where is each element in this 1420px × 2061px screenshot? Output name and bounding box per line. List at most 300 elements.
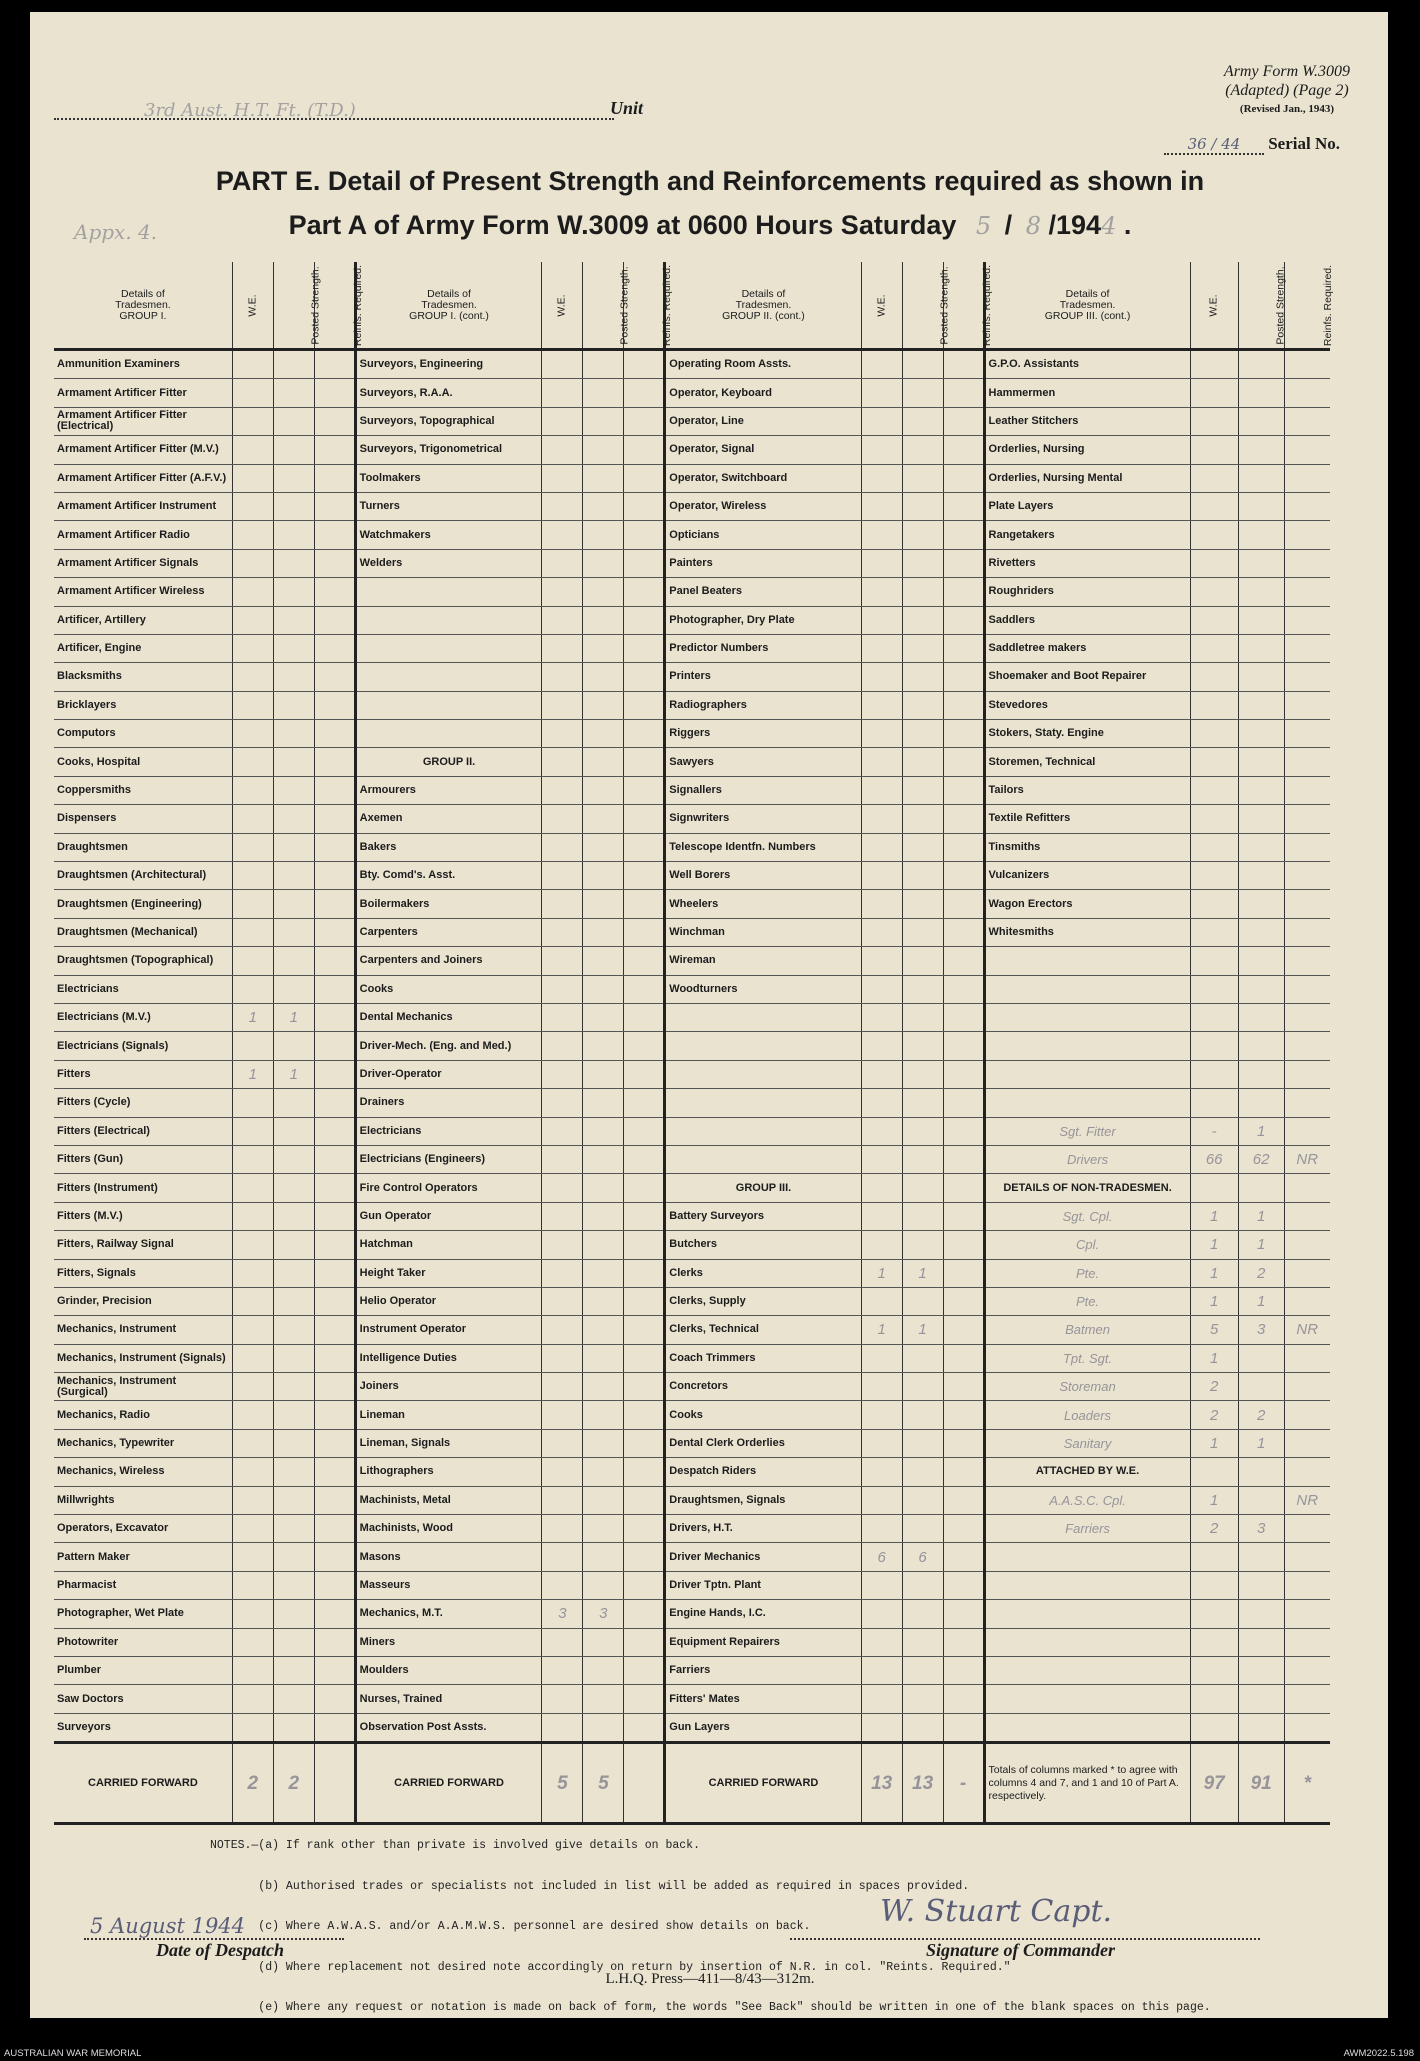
count-cell — [232, 578, 273, 606]
count-cell — [624, 1600, 665, 1628]
trade-name: Draughtsmen (Architectural) — [54, 862, 232, 890]
count-cell — [902, 1515, 943, 1543]
count-cell — [624, 748, 665, 776]
trade-name: Wheelers — [665, 890, 861, 918]
count-cell — [273, 947, 314, 975]
count-cell — [943, 1259, 984, 1287]
table-row — [54, 1117, 1330, 1145]
count-cell — [902, 947, 943, 975]
table-row — [54, 1202, 1330, 1230]
count-cell — [542, 1316, 583, 1344]
count-cell — [624, 578, 665, 606]
count-cell — [1284, 1117, 1330, 1145]
count-cell — [232, 1231, 273, 1259]
trade-name: Engine Hands, I.C. — [665, 1600, 861, 1628]
count-cell — [542, 918, 583, 946]
count-cell — [1190, 975, 1238, 1003]
count-cell — [542, 720, 583, 748]
date-month: 8 — [1025, 212, 1041, 240]
table-row — [54, 634, 1330, 662]
count-cell — [624, 379, 665, 407]
trade-name: Surveyors, Topographical — [355, 407, 542, 435]
trade-name: Lineman, Signals — [355, 1429, 542, 1457]
count-cell — [232, 1571, 273, 1599]
count-cell — [232, 1316, 273, 1344]
count-cell — [232, 1515, 273, 1543]
count-cell — [1238, 663, 1284, 691]
count-cell — [902, 634, 943, 662]
count-cell — [314, 634, 355, 662]
trade-name: Armament Artificer Fitter (A.F.V.) — [54, 464, 232, 492]
count-cell — [583, 890, 624, 918]
count-cell — [624, 1316, 665, 1344]
count-cell — [314, 1429, 355, 1457]
count-cell — [902, 1571, 943, 1599]
count-cell — [943, 890, 984, 918]
count-cell — [861, 578, 902, 606]
count-cell — [583, 805, 624, 833]
count-cell — [1284, 1543, 1330, 1571]
table-row — [54, 1231, 1330, 1259]
count-cell — [314, 1259, 355, 1287]
count-cell — [273, 1373, 314, 1401]
count-cell: 1 — [1190, 1231, 1238, 1259]
count-cell — [1284, 464, 1330, 492]
trade-name: Intelligence Duties — [355, 1344, 542, 1372]
count-cell — [314, 918, 355, 946]
count-cell — [273, 1656, 314, 1684]
trade-name: Mechanics, Radio — [54, 1401, 232, 1429]
count-cell — [861, 663, 902, 691]
trade-name: Whitesmiths — [984, 918, 1190, 946]
count-cell — [232, 1543, 273, 1571]
count-cell — [314, 1287, 355, 1315]
trade-name: Cooks, Hospital — [54, 748, 232, 776]
count-cell — [943, 1316, 984, 1344]
table-row — [54, 549, 1330, 577]
subheader-label: Reinfs. Required. — [351, 264, 364, 346]
subheader-label: Reinfs. Required. — [1321, 264, 1334, 346]
trade-name: Bty. Comd's. Asst. — [355, 862, 542, 890]
trade-name — [984, 975, 1190, 1003]
count-cell — [583, 350, 624, 379]
count-cell — [583, 1429, 624, 1457]
trade-name: Fire Control Operators — [355, 1174, 542, 1202]
trade-name — [984, 1600, 1190, 1628]
count-cell: 66 — [1190, 1145, 1238, 1173]
signature-label: Signature of Commander — [926, 1940, 1116, 1960]
trade-name: Carpenters — [355, 918, 542, 946]
count-cell — [583, 492, 624, 520]
count-cell — [232, 1202, 273, 1230]
trade-name — [984, 947, 1190, 975]
trade-name: A.A.S.C. Cpl. — [984, 1486, 1190, 1514]
subheader-label: W.E. — [1207, 293, 1220, 317]
trade-name — [984, 1571, 1190, 1599]
trade-name: Saddlers — [984, 606, 1190, 634]
count-cell: 3 — [583, 1600, 624, 1628]
count-cell — [943, 606, 984, 634]
count-cell — [583, 1571, 624, 1599]
count-cell — [542, 1089, 583, 1117]
count-cell — [624, 1429, 665, 1457]
table-row — [54, 1429, 1330, 1457]
count-cell — [273, 1344, 314, 1372]
trade-name: Clerks, Technical — [665, 1316, 861, 1344]
carried-forward-count: 5 — [583, 1743, 624, 1824]
count-cell — [1190, 606, 1238, 634]
group-header-2: Details of Tradesmen. GROUP I. (cont.) — [355, 262, 542, 350]
count-cell — [1284, 1344, 1330, 1372]
trade-name: Hatchman — [355, 1231, 542, 1259]
count-cell — [1190, 833, 1238, 861]
count-cell — [1190, 1713, 1238, 1742]
count-cell — [232, 606, 273, 634]
trade-name: Fitters' Mates — [665, 1685, 861, 1713]
count-cell: 3 — [1238, 1515, 1284, 1543]
count-cell — [583, 606, 624, 634]
date-day: 5 — [975, 212, 992, 240]
trade-name: Electricians — [355, 1117, 542, 1145]
trade-name: Sawyers — [665, 748, 861, 776]
count-cell: 1 — [232, 1060, 273, 1088]
count-cell — [542, 1231, 583, 1259]
count-cell — [1238, 606, 1284, 634]
table-row — [54, 975, 1330, 1003]
count-cell — [273, 1145, 314, 1173]
count-cell — [943, 1089, 984, 1117]
count-cell — [1238, 1685, 1284, 1713]
count-cell — [861, 1145, 902, 1173]
count-cell — [943, 407, 984, 435]
trade-name: Millwrights — [54, 1486, 232, 1514]
count-cell — [1238, 1486, 1284, 1514]
table-row — [54, 691, 1330, 719]
count-cell — [624, 833, 665, 861]
count-cell — [902, 975, 943, 1003]
count-cell — [232, 720, 273, 748]
trade-name: Panel Beaters — [665, 578, 861, 606]
count-cell — [1190, 947, 1238, 975]
count-cell — [583, 947, 624, 975]
count-cell — [1190, 634, 1238, 662]
count-cell — [861, 1174, 902, 1202]
count-cell — [902, 862, 943, 890]
trade-name: Draughtsmen, Signals — [665, 1486, 861, 1514]
count-cell — [1284, 1003, 1330, 1031]
table-row — [54, 492, 1330, 520]
note-b: (b) Authorised trades or specialists not included in list will be added as required in spaces provided. — [210, 1879, 970, 1893]
trade-name: Printers — [665, 663, 861, 691]
trade-name: Gun Operator — [355, 1202, 542, 1230]
count-cell — [1284, 1600, 1330, 1628]
trade-name: Dispensers — [54, 805, 232, 833]
count-cell: 3 — [542, 1600, 583, 1628]
count-cell — [583, 720, 624, 748]
trade-name: Masseurs — [355, 1571, 542, 1599]
trade-name: Nurses, Trained — [355, 1685, 542, 1713]
carried-forward-count: * — [1284, 1743, 1330, 1824]
subheader-label: Posted Strength. — [938, 265, 951, 345]
count-cell — [1238, 1458, 1284, 1486]
count-cell — [232, 1344, 273, 1372]
table-row — [54, 1486, 1330, 1514]
count-cell — [314, 1515, 355, 1543]
count-cell: NR — [1284, 1145, 1330, 1173]
count-cell — [542, 1429, 583, 1457]
count-cell — [1284, 578, 1330, 606]
trade-name — [665, 1117, 861, 1145]
count-cell — [1284, 862, 1330, 890]
trade-name: Lineman — [355, 1401, 542, 1429]
count-cell — [273, 1685, 314, 1713]
trade-name: Grinder, Precision — [54, 1287, 232, 1315]
count-cell — [1238, 436, 1284, 464]
count-cell: 1 — [1190, 1259, 1238, 1287]
count-cell: 1 — [902, 1259, 943, 1287]
count-cell — [1284, 720, 1330, 748]
count-cell — [273, 634, 314, 662]
trade-name: Sgt. Cpl. — [984, 1202, 1190, 1230]
form-adapted: (Adapted) (Page 2) — [1225, 82, 1349, 99]
count-cell — [943, 1571, 984, 1599]
count-cell — [542, 1287, 583, 1315]
count-cell — [943, 776, 984, 804]
count-cell — [861, 1486, 902, 1514]
count-cell — [583, 1401, 624, 1429]
archive-right: AWM2022.5.198 — [1343, 2048, 1414, 2059]
count-cell — [1190, 776, 1238, 804]
count-cell — [624, 1515, 665, 1543]
press-line: L.H.Q. Press—411—8/43—312m. — [605, 1971, 815, 1987]
count-cell — [583, 1117, 624, 1145]
count-cell — [1238, 578, 1284, 606]
trade-name: Armourers — [355, 776, 542, 804]
count-cell — [943, 720, 984, 748]
trade-name: Stokers, Staty. Engine — [984, 720, 1190, 748]
count-cell — [861, 1231, 902, 1259]
count-cell: 1 — [1238, 1202, 1284, 1230]
trade-name: Electricians — [54, 975, 232, 1003]
count-cell — [861, 975, 902, 1003]
subheader-1-2 — [273, 262, 322, 350]
count-cell — [861, 1600, 902, 1628]
count-cell — [273, 691, 314, 719]
trade-name: Tailors — [984, 776, 1190, 804]
count-cell — [542, 975, 583, 1003]
count-cell — [1190, 720, 1238, 748]
count-cell — [861, 1429, 902, 1457]
count-cell — [1190, 1571, 1238, 1599]
count-cell — [902, 776, 943, 804]
table-row — [54, 805, 1330, 833]
count-cell — [943, 1600, 984, 1628]
table-row — [54, 1628, 1330, 1656]
count-cell: 1 — [861, 1316, 902, 1344]
count-cell — [583, 1259, 624, 1287]
trade-name: Operator, Switchboard — [665, 464, 861, 492]
trade-name: Pattern Maker — [54, 1543, 232, 1571]
count-cell — [1238, 691, 1284, 719]
count-cell — [273, 1202, 314, 1230]
count-cell — [624, 436, 665, 464]
trade-name: Draughtsmen — [54, 833, 232, 861]
trade-name: Painters — [665, 549, 861, 577]
archive-left: AUSTRALIAN WAR MEMORIAL — [4, 2048, 142, 2059]
count-cell — [314, 1600, 355, 1628]
count-cell — [943, 1486, 984, 1514]
count-cell — [583, 1515, 624, 1543]
subheader-label: Reinfs. Required. — [661, 264, 674, 346]
carried-forward-count: 97 — [1190, 1743, 1238, 1824]
count-cell — [1284, 634, 1330, 662]
count-cell — [1190, 1003, 1238, 1031]
trade-name: Signwriters — [665, 805, 861, 833]
count-cell — [314, 350, 355, 379]
count-cell — [861, 862, 902, 890]
count-cell — [1190, 379, 1238, 407]
count-cell — [902, 1401, 943, 1429]
count-cell — [943, 1174, 984, 1202]
table-row — [54, 1713, 1330, 1742]
trade-name: Tpt. Sgt. — [984, 1344, 1190, 1372]
trade-name — [984, 1089, 1190, 1117]
table-row — [54, 1685, 1330, 1713]
count-cell — [1190, 918, 1238, 946]
count-cell — [583, 1685, 624, 1713]
count-cell — [542, 1032, 583, 1060]
count-cell — [314, 1202, 355, 1230]
count-cell — [314, 1486, 355, 1514]
subheader-label: W.E. — [555, 293, 568, 317]
count-cell — [583, 1060, 624, 1088]
count-cell — [861, 1401, 902, 1429]
trade-name: Lithographers — [355, 1458, 542, 1486]
trade-name: Signallers — [665, 776, 861, 804]
count-cell — [861, 1571, 902, 1599]
count-cell — [583, 1458, 624, 1486]
count-cell — [943, 1060, 984, 1088]
count-cell — [232, 1600, 273, 1628]
count-cell — [861, 464, 902, 492]
count-cell — [1190, 549, 1238, 577]
trade-name: Artificer, Engine — [54, 634, 232, 662]
count-cell — [943, 1401, 984, 1429]
count-cell — [273, 521, 314, 549]
count-cell — [902, 1117, 943, 1145]
count-cell — [943, 1515, 984, 1543]
count-cell — [1190, 1600, 1238, 1628]
count-cell — [1190, 805, 1238, 833]
count-cell — [314, 1543, 355, 1571]
count-cell — [943, 1713, 984, 1742]
count-cell — [624, 350, 665, 379]
count-cell — [943, 1458, 984, 1486]
trade-name: Leather Stitchers — [984, 407, 1190, 435]
count-cell — [1190, 1458, 1238, 1486]
count-cell — [624, 1685, 665, 1713]
count-cell — [542, 748, 583, 776]
count-cell — [314, 1231, 355, 1259]
count-cell — [1238, 1656, 1284, 1684]
count-cell — [1284, 663, 1330, 691]
count-cell — [583, 833, 624, 861]
count-cell — [583, 379, 624, 407]
trade-name: Fitters (Instrument) — [54, 1174, 232, 1202]
count-cell — [943, 436, 984, 464]
count-cell: 2 — [1238, 1401, 1284, 1429]
trade-name: Height Taker — [355, 1259, 542, 1287]
date-period: . — [1123, 210, 1132, 240]
count-cell — [314, 833, 355, 861]
count-cell — [1190, 521, 1238, 549]
carried-forward-count: 2 — [232, 1743, 273, 1824]
count-cell — [624, 862, 665, 890]
count-cell — [232, 918, 273, 946]
count-cell — [583, 1145, 624, 1173]
count-cell — [861, 748, 902, 776]
count-cell — [902, 549, 943, 577]
count-cell — [943, 1003, 984, 1031]
trade-name: Well Borers — [665, 862, 861, 890]
table-row — [54, 890, 1330, 918]
count-cell — [273, 1486, 314, 1514]
trade-name: Photowriter — [54, 1628, 232, 1656]
count-cell — [314, 1174, 355, 1202]
trade-name: Shoemaker and Boot Repairer — [984, 663, 1190, 691]
count-cell: 3 — [1238, 1316, 1284, 1344]
table-row — [54, 1060, 1330, 1088]
unit-line — [54, 100, 614, 120]
count-cell — [1238, 862, 1284, 890]
trade-name — [984, 1656, 1190, 1684]
table-row — [54, 1458, 1330, 1486]
count-cell — [943, 1429, 984, 1457]
carried-forward-count: 13 — [902, 1743, 943, 1824]
count-cell — [1284, 975, 1330, 1003]
count-cell — [861, 1656, 902, 1684]
margin-note: Appx. 4. — [74, 220, 158, 244]
trade-name: Butchers — [665, 1231, 861, 1259]
subheader-4-2 — [1238, 262, 1287, 350]
count-cell — [624, 1373, 665, 1401]
count-cell — [542, 407, 583, 435]
table-row — [54, 1571, 1330, 1599]
carried-forward-count: - — [943, 1743, 984, 1824]
count-cell — [902, 1628, 943, 1656]
subheader-label: Posted Strength. — [1274, 265, 1287, 345]
count-cell — [583, 1543, 624, 1571]
count-cell — [314, 464, 355, 492]
trade-name: Pharmacist — [54, 1571, 232, 1599]
count-cell — [273, 1458, 314, 1486]
table-row — [54, 833, 1330, 861]
count-cell — [624, 634, 665, 662]
count-cell — [1284, 1373, 1330, 1401]
count-cell — [624, 1571, 665, 1599]
count-cell — [943, 1145, 984, 1173]
subheader-2-2 — [583, 262, 631, 350]
trade-name: Surveyors — [54, 1713, 232, 1742]
count-cell: 62 — [1238, 1145, 1284, 1173]
trade-name: Orderlies, Nursing — [984, 436, 1190, 464]
count-cell — [1238, 805, 1284, 833]
trade-name: Instrument Operator — [355, 1316, 542, 1344]
trade-name — [984, 1060, 1190, 1088]
count-cell — [624, 1032, 665, 1060]
count-cell — [583, 776, 624, 804]
count-cell — [624, 720, 665, 748]
